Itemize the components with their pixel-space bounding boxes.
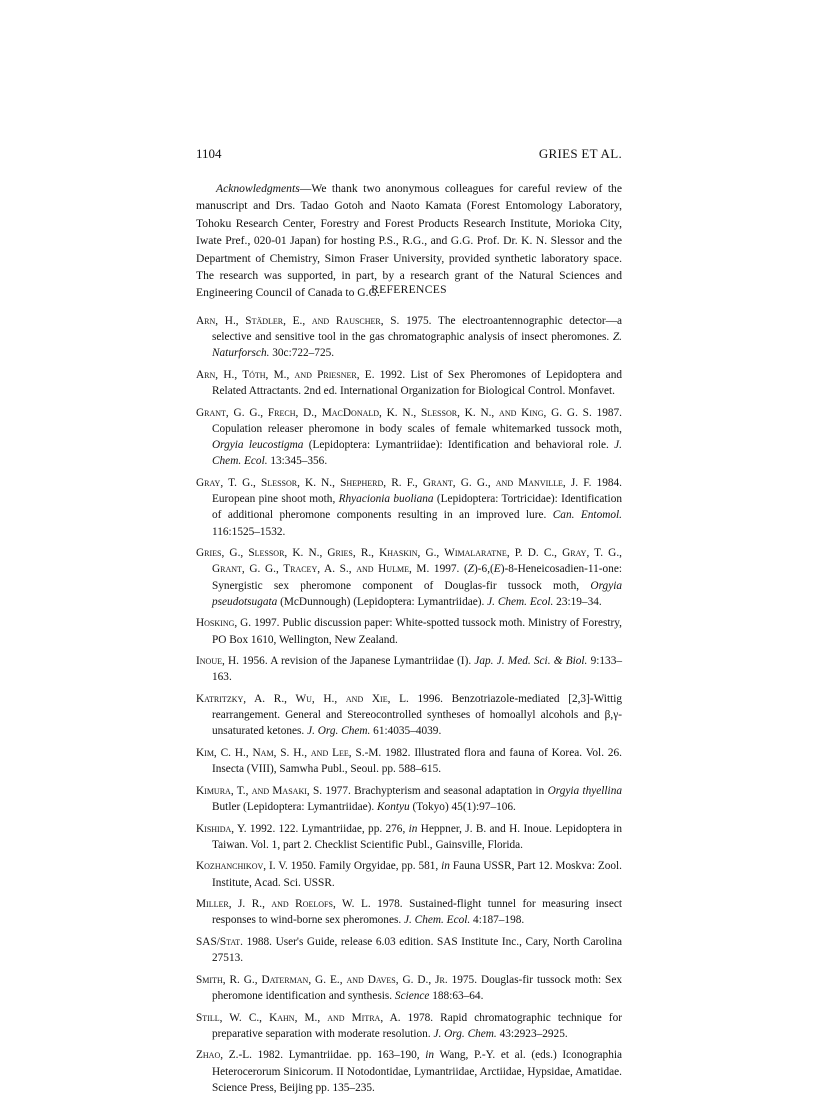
reference-authors: Arn, H., Städler, E., and Rauscher, S. [196,315,400,327]
reference-item [196,972,622,1004]
reference-text: 1984. European pine shoot moth, [212,477,622,506]
reference-text: 1982. Lymantriidae. pp. 163–190, [251,1049,426,1062]
reference-source: Can. Entomol. [552,509,622,522]
reference-pages: 116:1525–1532. [212,525,286,538]
acknowledgments-label: Acknowledgments [216,182,300,195]
reference-item [196,313,622,362]
page-number: 1104 [196,146,222,161]
reference-item [196,1010,622,1042]
reference-authors: Smith, R. G., Daterman, G. E., and Daves, G. D., Jr. [196,973,448,986]
reference-text: 1992. 122. Lymantriidae, pp. 276, [246,822,409,835]
reference-item [196,1047,622,1096]
reference-text: 1978. Sustained-flight tunnel for measuring insect responses to wind-borne sex pheromones. [212,898,622,927]
reference-item [196,545,622,610]
reference-source: Jap. J. Med. Sci. & Biol. [474,655,588,668]
reference-item [196,691,622,740]
reference-item [196,653,622,685]
reference-item [196,475,622,540]
reference-stereo-e: E [493,563,501,576]
reference-text: 1988. User's Guide, release 6.03 edition. SAS Institute Inc., Cary, North Carolina 27513. [212,935,622,965]
reference-authors: SAS/Stat. [196,935,243,948]
reference-text: 1997. ( [429,563,468,576]
reference-text: 1975. Douglas-fir tussock moth: Sex pheromone identification and synthesis. [212,973,622,1002]
reference-pages: 30c:722–725. [269,347,335,360]
reference-text: 1996. Benzotriazole-mediated [2,3]-Wittig rearrangement. General and Stereocontrolled syntheses of homoallyl alcohols and β,γ-unsaturated ketones. [212,693,623,738]
reference-text-cont: Butler (Lepidoptera: Lymantriidae). [212,801,378,813]
reference-in: in [425,1049,435,1062]
reference-source: J. Chem. Ecol. [212,439,622,468]
reference-text-cont: Fauna USSR, Part 12. Moskva: Zool. Institute, Acad. Sci. USSR. [212,860,623,889]
reference-source: J. Chem. Ecol. [404,914,471,927]
reference-pages: 43:2923–2925. [496,1027,568,1040]
reference-authors: Katritzky, A. R., Wu, H., and Xie, L. [196,693,409,705]
reference-source: Kontyu [377,801,410,813]
reference-authors: Miller, J. R., and Roelofs, W. L. [196,898,371,911]
reference-authors: Kishida, Y. [196,822,247,835]
reference-text-cont: (Lepidoptera: Lymantriidae): Identification and behavioral role. [303,439,615,452]
references-list [196,313,622,1101]
reference-text-cont: )-6,( [474,563,494,576]
reference-item [196,783,622,815]
reference-text-cont: Wang, P.-Y. et al. (eds.) Iconographia Heterocerorum Sinicorum. II Notodontidae, Lymantriidae, Arctiidae, Hypsidae, Amatidae. Science Press, Beijing pp. 135–235. [212,1049,622,1094]
reference-authors: Inoue, H. [196,655,240,668]
reference-text-cont: (Lepidoptera: Tortricidae): Identification of additional pheromone components resulting in an improved lure. [212,493,622,522]
reference-pages: 188:63–64. [429,989,484,1002]
reference-authors: Zhao, Z.-L. [196,1049,252,1062]
reference-species: Orgyia pseudotsugata [212,579,622,608]
reference-item [196,821,622,853]
reference-pages: 9:133–163. [212,655,622,684]
reference-item [196,405,622,470]
reference-item [196,858,622,890]
reference-text-cont: (McDunnough) (Lepidoptera: Lymantriidae). [277,595,488,608]
reference-authors: Arn, H., Tóth, M., and Priesner, E. [196,369,375,381]
reference-pages: 13:345–356. [267,455,328,468]
reference-item [196,934,622,966]
reference-in: in [441,860,450,873]
reference-authors: Kimura, T., and Masaki, S. [196,784,323,797]
reference-text-cont: )-8-Heneicosadien-11-one: Synergistic sex pheromone component of Douglas-fir tussock moth, [212,563,622,592]
reference-text: 1992. List of Sex Pheromones of Lepidoptera and Related Attractants. 2nd ed. International Organization for Biological Control. Monfavet. [212,369,622,398]
reference-species: Orgyia leucostigma [212,439,304,452]
reference-authors: Still, W. C., Kahn, M., and Mitra, A. [196,1011,401,1024]
reference-item [196,615,622,647]
reference-item [196,745,622,777]
reference-text: 1997. Public discussion paper: White-spotted tussock moth. Ministry of Forestry, PO Box 1610, Wellington, New Zealand. [212,617,622,646]
acknowledgments-text: —We thank two anonymous colleagues for careful review of the manuscript and Drs. Tadao Gotoh and Naoto Kamata (Forest Entomology Laboratory, Tohoku Research Center, Forestry and Forest Products Research Institute, Morioka City, Iwate Pref., 020-01 Japan) for hosting P.S., R.G., and G.G. Prof. Dr. K. N. Slessor and the Department of Chemistry, Simon Fraser University, provided synthetic laboratory space. The research was supported, in part, by a research grant of the Natural Sciences and Engineering Council of Canada to G.G. [196,182,622,300]
reference-authors: Grant, G. G., Frech, D., MacDonald, K. N., Slessor, K. N., and King, G. G. S. [196,406,592,419]
reference-text: 1987. Copulation releaser pheromone in body scales of female whitemarked tussock moth, [212,406,622,435]
reference-text: 1950. Family Orgyidae, pp. 581, [287,860,442,873]
reference-text-cont: Heppner, J. B. and H. Inoue. Lepidoptera in Taiwan. Vol. 1, part 2. Checklist Scientific Publ., Gainsville, Florida. [212,822,622,851]
reference-authors: Hosking, G. [196,617,252,630]
reference-authors: Gries, G., Slessor, K. N., Gries, R., Khaskin, G., Wimalaratne, P. D. C., Gray, T. G., Grant, G. G., Tracey, A. S., and Hulme, M. [196,547,622,576]
reference-stereo-z: Z [467,563,475,576]
reference-item [196,367,622,399]
reference-authors: Gray, T. G., Slessor, K. N., Shepherd, R. F., Grant, G. G., and Manville, J. F. [196,477,592,489]
reference-in: in [408,822,418,835]
reference-text: 1975. The electroantennographic detector—a selective and sensitive tool in the gas chromatographic analysis of insect pheromones. [212,315,622,344]
reference-source: J. Org. Chem. [307,725,371,738]
reference-authors: Kim, C. H., Nam, S. H., and Lee, S.-M. [196,747,382,759]
reference-text: 1977. Brachypterism and seasonal adaptation in [322,784,548,797]
reference-item [196,896,622,928]
reference-pages: 23:19–34. [553,595,602,608]
reference-text: 1956. A revision of the Japanese Lymantriidae (I). [239,655,475,668]
reference-source: J. Chem. Ecol. [487,595,554,608]
reference-pages: 61:4035–4039. [370,725,442,738]
reference-authors: Kozhanchikov, I. V. [196,860,288,873]
reference-text: 1982. Illustrated flora and fauna of Korea. Vol. 26. Insecta (VIII), Samwha Publ., Seoul. pp. 588–615. [212,747,623,776]
running-author: GRIES ET AL. [538,146,622,161]
reference-text: 1978. Rapid chromatographic technique for preparative separation with moderate resolution. [212,1011,622,1040]
reference-source: Science [394,989,430,1002]
reference-source: J. Org. Chem. [433,1027,497,1040]
references-heading: REFERENCES [371,283,447,296]
reference-source: Z. Naturforsch. [212,331,622,360]
reference-pages: (Tokyo) 45(1):97–106. [409,801,516,813]
reference-pages: 4:187–198. [470,914,525,927]
reference-species: Rhyacionia buoliana [338,493,434,506]
reference-species: Orgyia thyellina [547,784,622,797]
